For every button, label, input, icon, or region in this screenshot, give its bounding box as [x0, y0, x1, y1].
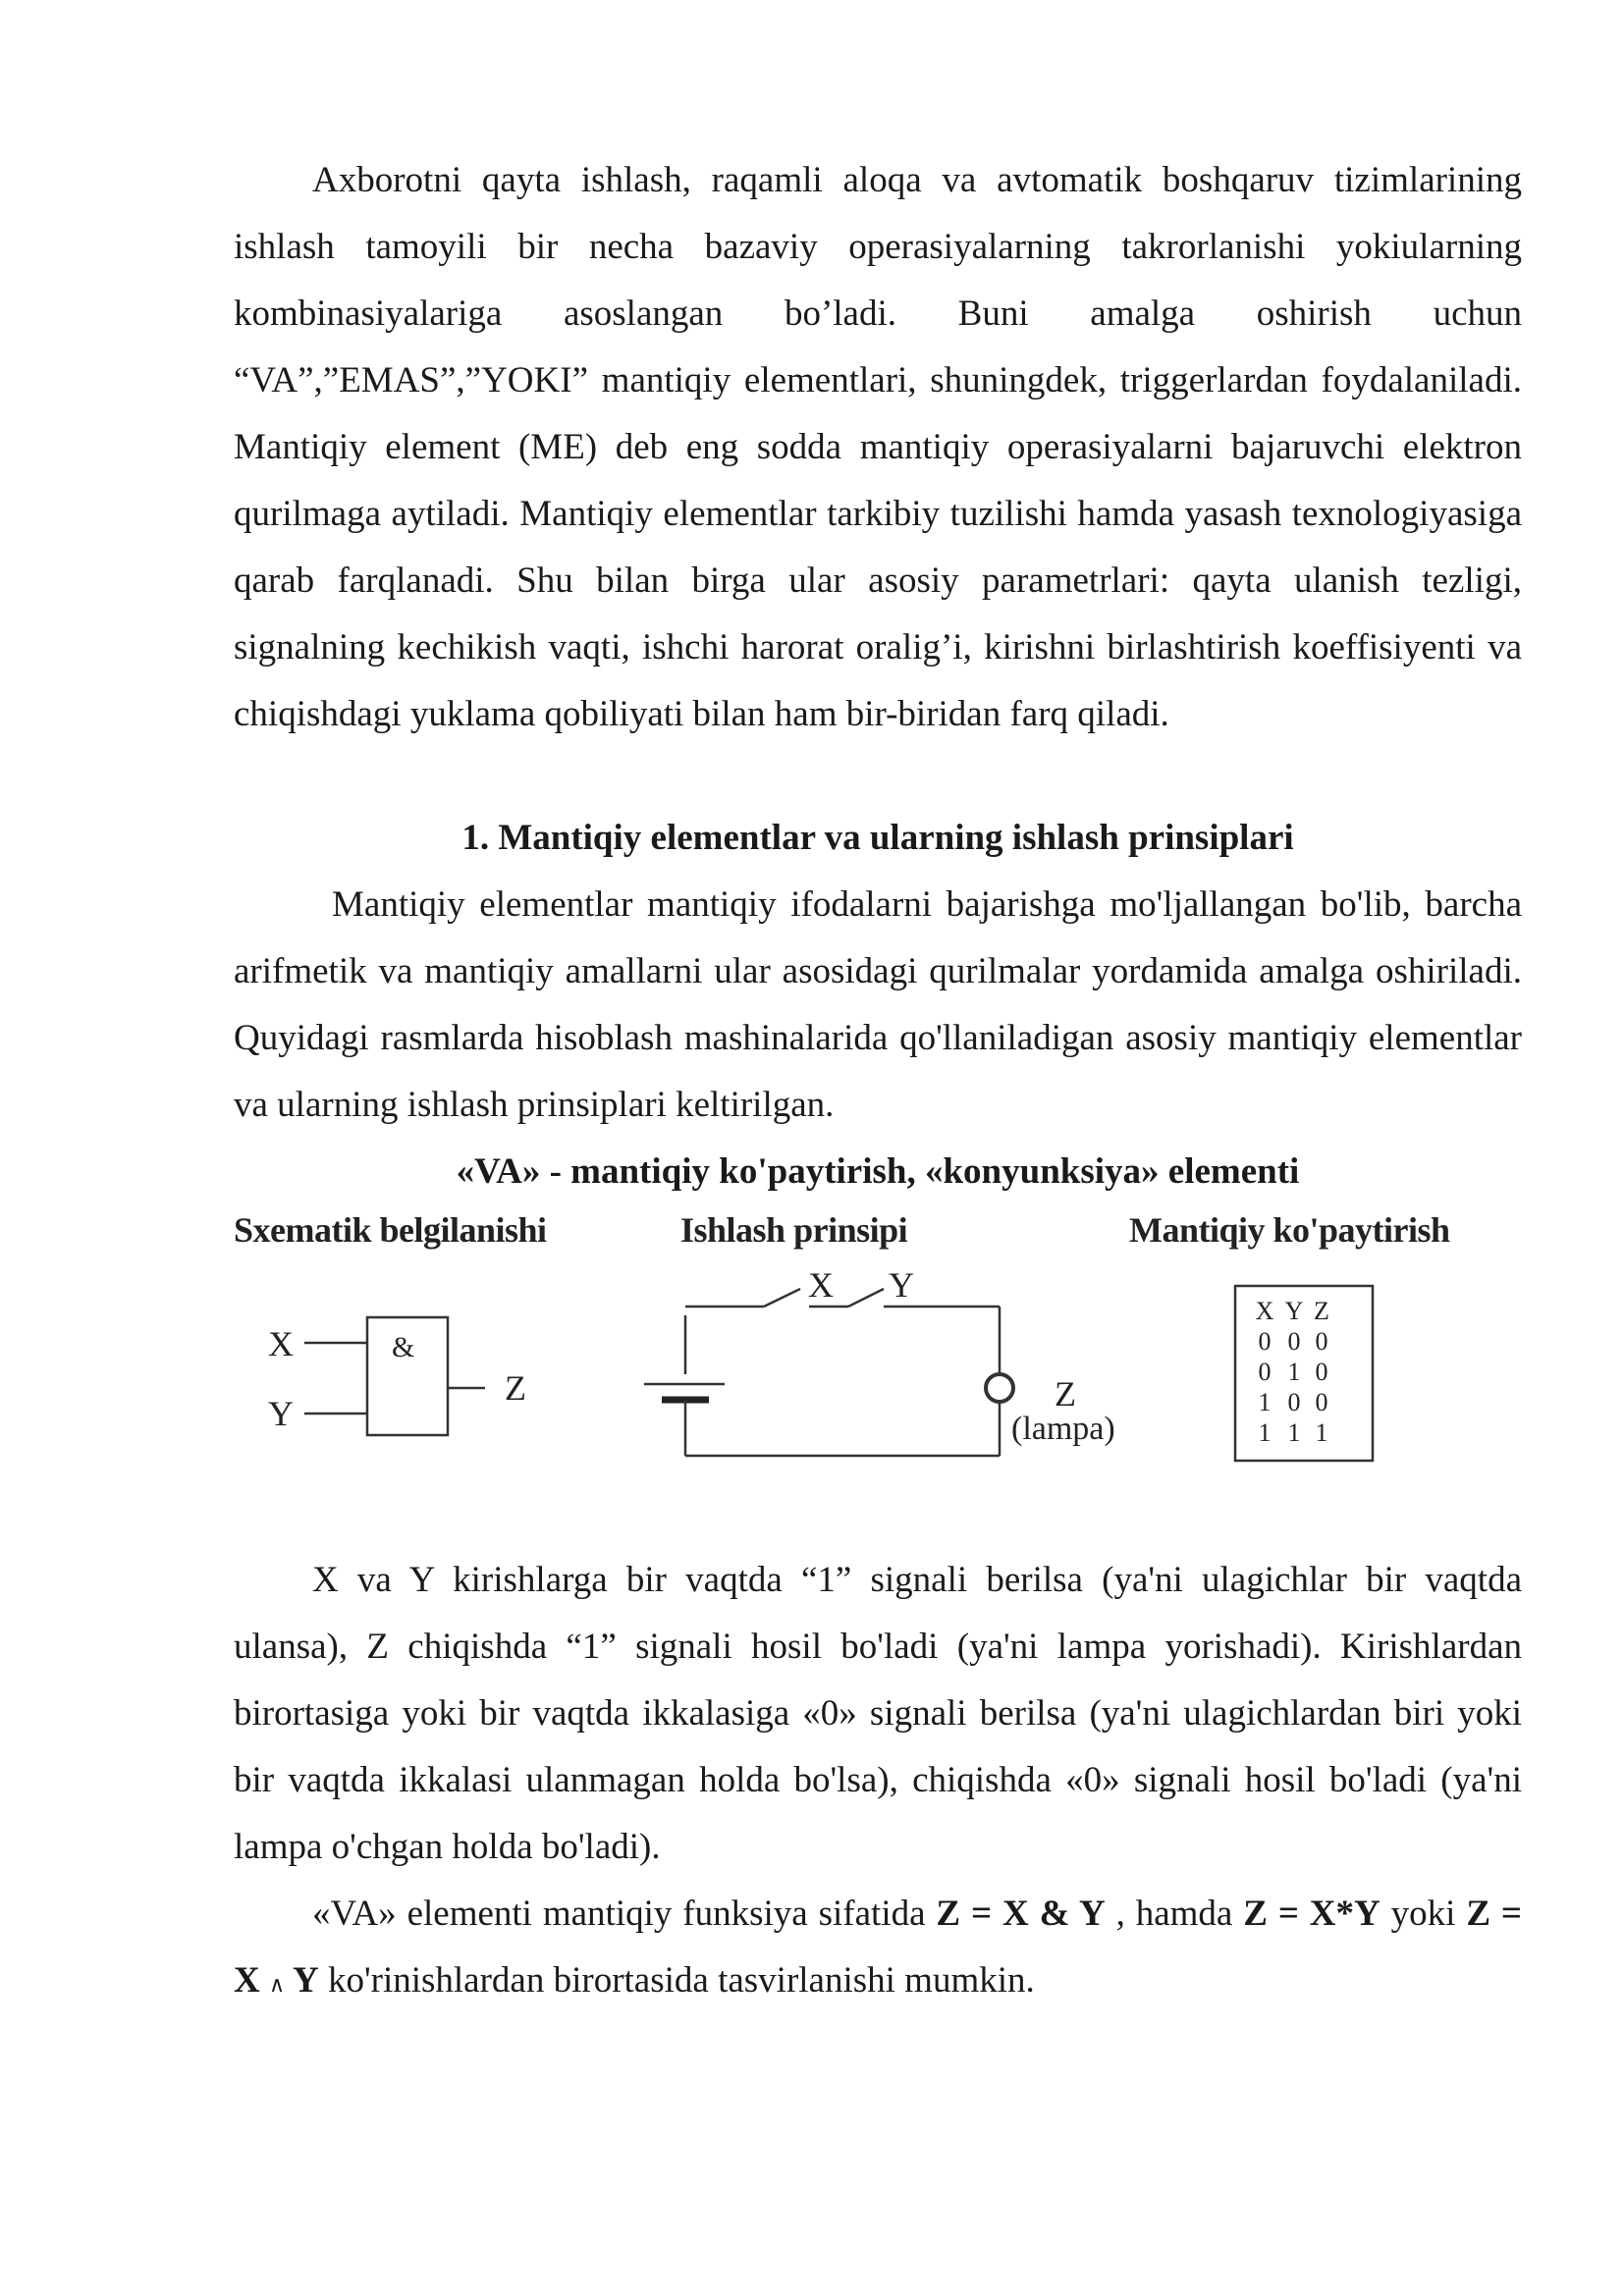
lamp-note-label: (lampa)	[1011, 1411, 1115, 1447]
lamp-z-label: Z	[1055, 1374, 1076, 1414]
intro-paragraph: Axborotni qayta ishlash, raqamli aloqa va avtomatik boshqaruv tizimlarining ishlash tamoyili bir necha bazaviy operasiyalarning takrorlanishi yokiularning kombinasiyalariga asoslangan bo’ladi. Buni amalga oshirish uchun “VA”,”EMAS”,”YOKI” mantiqiy elementlari, shuningdek, triggerlardan foydalaniladi. Mantiqiy element (ME) deb eng sodda mantiqiy operasiyalarni bajaruvchi elektron qurilmaga aytiladi. Mantiqiy elementlar tarkibiy tuzilishi hamda yasash texnologiyasiga qarab farqlanadi. Shu bilan birga ular asosiy parametrlari: qayta ulanish tezligi, signalning kechikish vaqti, ishchi harorat oralig’i, kirishni birlashtirish koeffisiyenti va chiqishdagi yuklama qobiliyati bilan ham bir-biridan farq qiladi.	[234, 160, 1522, 734]
formula-wedge-left: Z = X	[234, 1894, 1523, 2001]
truth-table-header-cell: Y	[1284, 1297, 1304, 1325]
truth-table-cell: 0	[1258, 1327, 1272, 1356]
truth-table-cell: 1	[1287, 1418, 1301, 1447]
truth-table-cell: 1	[1315, 1418, 1328, 1447]
truth-table-cell: 0	[1315, 1358, 1328, 1386]
figure-drawing	[234, 1205, 1522, 1500]
truth-table-cell: 0	[1287, 1388, 1301, 1416]
truth-table-cell: 0	[1258, 1358, 1272, 1386]
formula-mid1: , hamda	[1105, 1894, 1244, 1934]
section-heading: 1. Mantiqiy elementlar va ularning ishlash prinsiplari	[461, 818, 1294, 858]
switch-x-label: X	[808, 1265, 834, 1305]
formula-mid2: yoki	[1380, 1894, 1456, 1934]
figure-title: «VA» - mantiqiy ko'paytirish, «konyunksiya» elementi	[456, 1151, 1300, 1192]
truth-table-cells	[1256, 1297, 1329, 1447]
gate-and-symbol: &	[392, 1331, 415, 1363]
gate-input-x-label: X	[268, 1324, 294, 1363]
caption-schematic: Sxematik belgilanishi	[234, 1210, 547, 1250]
lamp-icon	[986, 1374, 1013, 1402]
truth-table	[1235, 1286, 1373, 1461]
circuit-diagram	[644, 1265, 1115, 1456]
truth-table-cell: 1	[1258, 1418, 1272, 1447]
section-intro-paragraph: Mantiqiy elementlar mantiqiy ifodalarni bajarishga mo'ljallangan bo'lib, barcha arifmetik va mantiqiy amallarni ular asosidagi qurilmalar yordamida amalga oshiriladi. Quyidagi rasmlarda hisoblash mashinalarida qo'llaniladigan asosiy mantiqiy elementlar va ularning ishlash prinsiplari keltirilgan.	[234, 884, 1522, 1125]
truth-table-header-cell: X	[1255, 1297, 1274, 1325]
formula-product: Z = X*Y	[1243, 1894, 1380, 1934]
truth-table-cell: 0	[1287, 1327, 1301, 1356]
caption-principle: Ishlash prinsipi	[680, 1210, 908, 1250]
wedge-symbol: ∧	[268, 1972, 286, 1997]
and-gate-symbol	[268, 1317, 526, 1435]
truth-table-cell: 0	[1315, 1327, 1328, 1356]
switch-y	[848, 1289, 884, 1307]
gate-input-y-label: Y	[268, 1394, 294, 1433]
document-page	[234, 147, 1522, 2018]
formula-lead: «VA» elementi mantiqiy funksiya sifatida	[312, 1894, 937, 1934]
formula-paragraph	[234, 1881, 1522, 2018]
truth-table-cell: 1	[1258, 1388, 1272, 1416]
explanation-paragraph: X va Y kirishlarga bir vaqtda “1” signali berilsa (ya'ni ulagichlar bir vaqtda ulansa), Z chiqishda “1” signali hosil bo'ladi (ya'ni lampa yorishadi). Kirishlardan birortasiga yoki bir vaqtda ikkalasiga «0» signali berilsa (ya'ni ulagichlardan biri yoki bir vaqtda ikkalasi ulanmagan holda bo'lsa), chiqishda «0» signali hosil bo'ladi (ya'ni lampa o'chgan holda bo'ladi).	[234, 1560, 1522, 1867]
and-gate-figure	[234, 1205, 1522, 1500]
switch-x	[764, 1289, 800, 1307]
truth-table-cell: 1	[1287, 1358, 1301, 1386]
truth-table-cell: 0	[1315, 1388, 1328, 1416]
formula-wedge-right: Y	[285, 1960, 319, 2001]
formula-and: Z = X & Y	[936, 1894, 1106, 1934]
truth-table-header-cell: Z	[1314, 1297, 1329, 1325]
gate-output-label: Z	[505, 1368, 526, 1408]
formula-tail: ko'rinishlardan birortasida tasvirlanishi mumkin.	[318, 1960, 1035, 2001]
switch-y-label: Y	[889, 1265, 914, 1305]
caption-product: Mantiqiy ko'paytirish	[1129, 1210, 1450, 1250]
